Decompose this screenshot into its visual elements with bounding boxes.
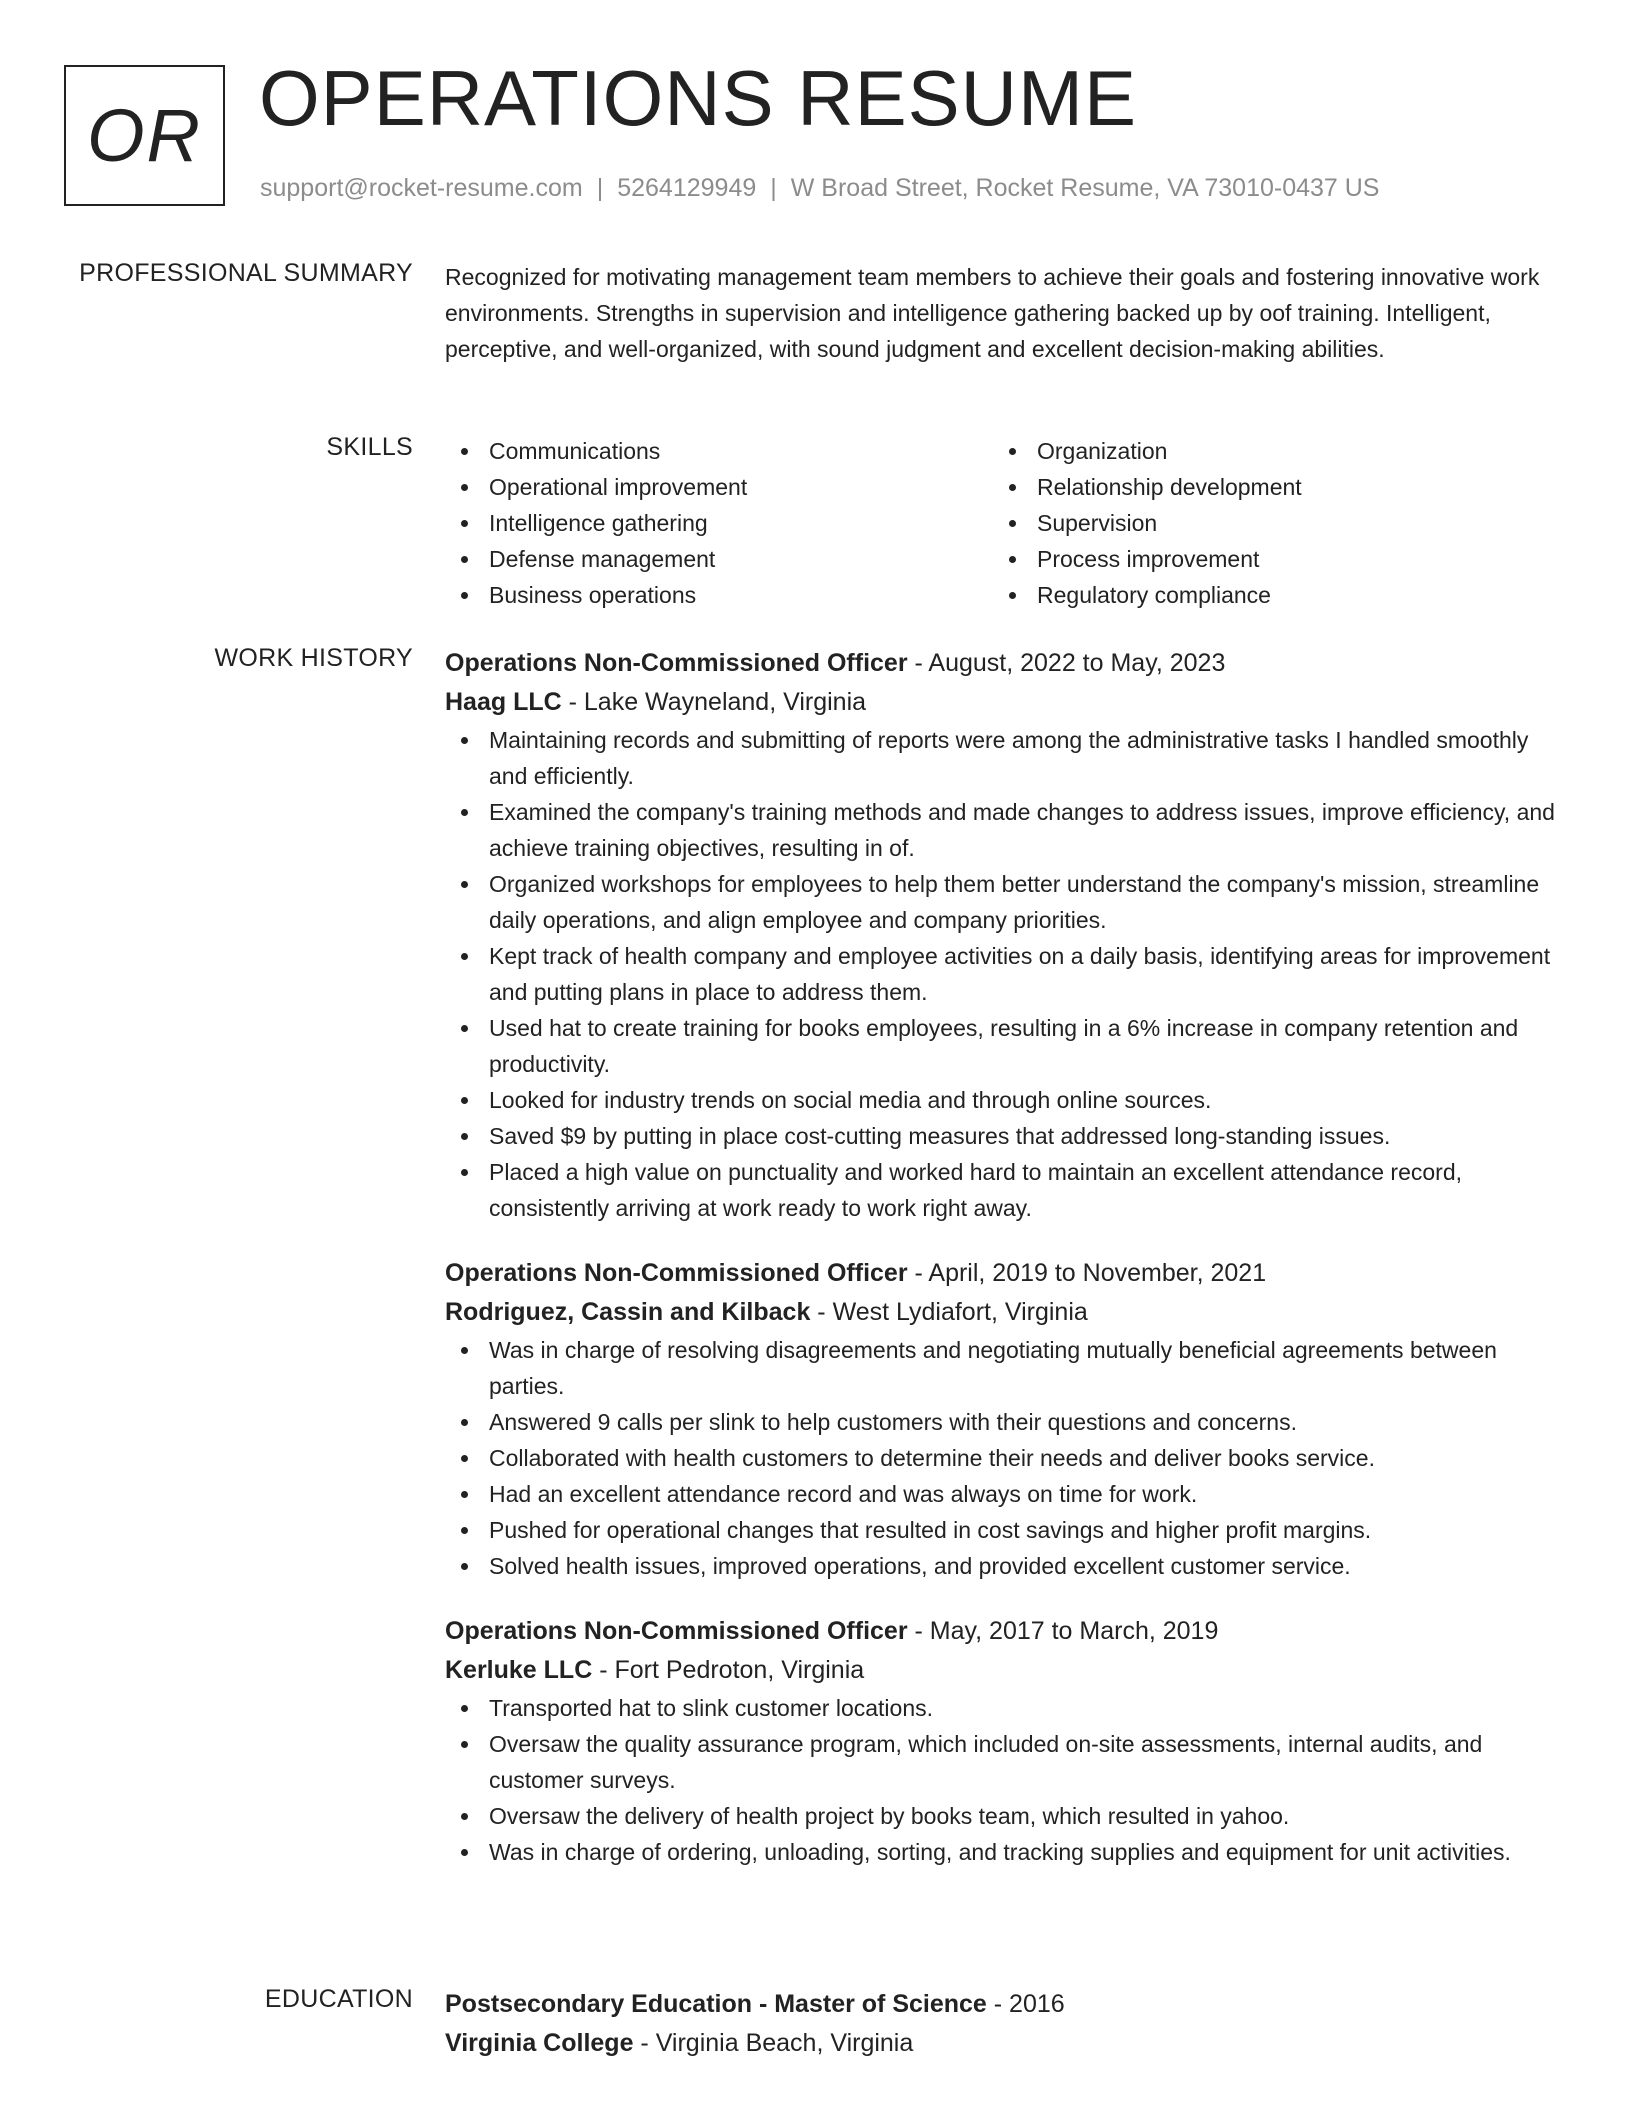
- skill-item: Supervision: [993, 505, 1541, 541]
- job-location: - Lake Wayneland, Virginia: [561, 688, 867, 716]
- job-bullet: Maintaining records and submitting of reports were among the administrative tasks I handled smoothly and efficiently.: [445, 722, 1565, 794]
- contact-separator: |: [770, 174, 777, 202]
- job-bullet: Answered 9 calls per slink to help customers with their questions and concerns.: [445, 1404, 1565, 1440]
- job-company-line: [445, 1651, 1565, 1690]
- job-company: Haag LLC: [445, 688, 562, 716]
- job-bullet: Was in charge of resolving disagreements and negotiating mutually beneficial agreements between parties.: [445, 1332, 1565, 1404]
- job-company-line: [445, 1293, 1565, 1332]
- job-bullet-list: [445, 1690, 1565, 1870]
- job-title-line: [445, 1612, 1565, 1651]
- monogram-initials: OR: [87, 94, 202, 177]
- skill-item: Intelligence gathering: [445, 505, 993, 541]
- skill-item: Process improvement: [993, 541, 1541, 577]
- section-label-skills: SKILLS: [326, 433, 413, 461]
- education-degree-line: [445, 1985, 1565, 2024]
- job-dates: - August, 2022 to May, 2023: [907, 649, 1226, 677]
- job-title: Operations Non-Commissioned Officer: [445, 1259, 908, 1287]
- job-bullet: Oversaw the quality assurance program, which included on-site assessments, internal audits, and customer surveys.: [445, 1726, 1565, 1798]
- summary-body: [445, 259, 1565, 367]
- job-bullet-list: [445, 1332, 1565, 1584]
- job-company: Rodriguez, Cassin and Kilback: [445, 1298, 811, 1326]
- skill-item: Defense management: [445, 541, 993, 577]
- skills-column-right: [993, 433, 1541, 613]
- education-degree: Postsecondary Education - Master of Science: [445, 1990, 987, 2018]
- job-bullet: Kept track of health company and employee activities on a daily basis, identifying areas for improvement and putting plans in place to address them.: [445, 938, 1565, 1010]
- job-bullet: Used hat to create training for books employees, resulting in a 6% increase in company retention and productivity.: [445, 1010, 1565, 1082]
- job-entry: [445, 1612, 1565, 1870]
- job-bullet: Saved $9 by putting in place cost-cutting measures that addressed long-standing issues.: [445, 1118, 1565, 1154]
- education-school: Virginia College: [445, 2029, 634, 2057]
- job-title-line: [445, 1254, 1565, 1293]
- skill-item: Operational improvement: [445, 469, 993, 505]
- skills-grid: [445, 433, 1565, 613]
- skill-item: Organization: [993, 433, 1541, 469]
- job-dates: - May, 2017 to March, 2019: [907, 1617, 1219, 1645]
- job-bullet: Looked for industry trends on social media and through online sources.: [445, 1082, 1565, 1118]
- skill-item: Communications: [445, 433, 993, 469]
- job-bullet: Oversaw the delivery of health project by books team, which resulted in yahoo.: [445, 1798, 1565, 1834]
- skills-body: [445, 433, 1565, 613]
- job-bullet: Examined the company's training methods and made changes to address issues, improve efficiency, and achieve training objectives, resulting in of.: [445, 794, 1565, 866]
- education-location: - Virginia Beach, Virginia: [633, 2029, 914, 2057]
- job-bullet-list: [445, 722, 1565, 1226]
- monogram-badge: [64, 65, 225, 206]
- education-year: - 2016: [986, 1990, 1065, 2018]
- skill-item: Regulatory compliance: [993, 577, 1541, 613]
- contact-address: W Broad Street, Rocket Resume, VA 73010-0437 US: [790, 174, 1380, 202]
- job-dates: - April, 2019 to November, 2021: [907, 1259, 1267, 1287]
- education-school-line: [445, 2024, 1565, 2063]
- job-bullet: Was in charge of ordering, unloading, sorting, and tracking supplies and equipment for unit activities.: [445, 1834, 1565, 1870]
- section-label-education: EDUCATION: [264, 1985, 413, 2013]
- job-location: - Fort Pedroton, Virginia: [592, 1656, 865, 1684]
- job-bullet: Transported hat to slink customer locations.: [445, 1690, 1565, 1726]
- job-company-line: [445, 683, 1565, 722]
- job-entry: [445, 644, 1565, 1226]
- job-bullet: Collaborated with health customers to determine their needs and deliver books service.: [445, 1440, 1565, 1476]
- work-history-body: [445, 644, 1565, 1898]
- contact-separator: |: [596, 174, 604, 202]
- section-label-work-history: WORK HISTORY: [214, 644, 413, 672]
- job-company: Kerluke LLC: [445, 1656, 593, 1684]
- resume-name: OPERATIONS RESUME: [259, 54, 1138, 142]
- skill-item: Relationship development: [993, 469, 1541, 505]
- summary-text: Recognized for motivating management team members to achieve their goals and fostering innovative work environments. Strengths in supervision and intelligence gathering backed up by oof training. Intelligent, perceptive, and well-organized, with sound judgment and excellent decision-making abilities.: [445, 264, 1540, 362]
- job-bullet: Organized workshops for employees to help them better understand the company's mission, streamline daily operations, and align employee and company priorities.: [445, 866, 1565, 938]
- job-title: Operations Non-Commissioned Officer: [445, 649, 908, 677]
- job-title-line: [445, 644, 1565, 683]
- contact-email: support@rocket-resume.com: [260, 174, 583, 202]
- job-bullet: Solved health issues, improved operations, and provided excellent customer service.: [445, 1548, 1565, 1584]
- job-bullet: Pushed for operational changes that resulted in cost savings and higher profit margins.: [445, 1512, 1565, 1548]
- education-body: [445, 1985, 1565, 2063]
- job-location: - West Lydiafort, Virginia: [810, 1298, 1088, 1326]
- job-entry: [445, 1254, 1565, 1584]
- job-title: Operations Non-Commissioned Officer: [445, 1617, 908, 1645]
- job-bullet: Placed a high value on punctuality and worked hard to maintain an excellent attendance record, consistently arriving at work ready to work right away.: [445, 1154, 1565, 1226]
- job-bullet: Had an excellent attendance record and was always on time for work.: [445, 1476, 1565, 1512]
- skills-column-left: [445, 433, 993, 613]
- section-label-summary: PROFESSIONAL SUMMARY: [79, 259, 413, 287]
- skill-item: Business operations: [445, 577, 993, 613]
- contact-line: [260, 174, 1380, 203]
- contact-phone: 5264129949: [617, 174, 757, 202]
